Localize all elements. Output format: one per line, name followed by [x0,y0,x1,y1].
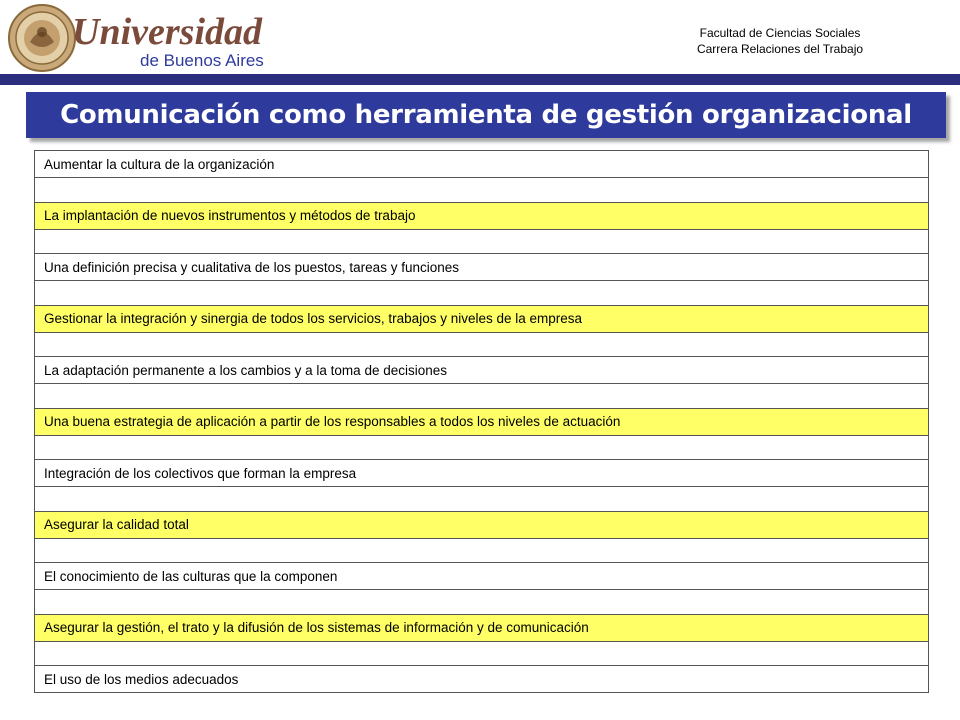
table-row [35,512,928,539]
logo-main-text: Universidad [72,11,262,53]
blank-row [35,436,928,461]
blank-row [35,642,928,667]
table-row [35,460,928,487]
row-text: Una definición precisa y cualitativa de los puestos, tareas y funciones [44,259,459,275]
blank-row [35,539,928,564]
blank-row [35,590,928,615]
slide-title-banner [26,92,946,138]
blank-row [35,281,928,306]
table-row [35,409,928,436]
row-text: Asegurar la gestión, el trato y la difusión de los sistemas de información y de comunicación [44,620,589,635]
university-logo [6,2,266,74]
slide-title: Comunicación como herramienta de gestión organizacional [60,100,912,130]
table-row [35,254,928,281]
table-row [35,306,928,333]
row-text: El conocimiento de las culturas que la componen [44,568,338,584]
career-name: Carrera Relaciones del Trabajo [696,42,864,56]
blank-row [35,230,928,255]
blank-row [35,487,928,512]
blank-row [35,333,928,358]
blank-row [35,178,928,203]
row-text: Integración de los colectivos que forman la empresa [44,465,357,481]
row-text: Asegurar la calidad total [44,517,189,532]
faculty-info [620,25,940,57]
faculty-name: Facultad de Ciencias Sociales [699,26,861,40]
table-row [35,615,928,642]
table-row [35,151,928,178]
table-row [35,563,928,590]
university-seal-icon [9,5,75,71]
row-text: Gestionar la integración y sinergia de todos los servicios, trabajos y niveles de la empresa [44,311,583,326]
objectives-table [34,150,929,693]
row-text: El uso de los medios adecuados [44,671,239,687]
logo-sub-text: de Buenos Aires [140,51,264,70]
row-text: Una buena estrategia de aplicación a partir de los responsables a todos los niveles de actuación [44,414,621,429]
row-text: Aumentar la cultura de la organización [44,156,275,172]
table-row [35,357,928,384]
table-row [35,666,928,693]
header-divider-bar [0,74,960,85]
table-row [35,203,928,230]
blank-row [35,384,928,409]
row-text: La implantación de nuevos instrumentos y métodos de trabajo [44,208,416,223]
row-text: La adaptación permanente a los cambios y a la toma de decisiones [44,362,447,378]
